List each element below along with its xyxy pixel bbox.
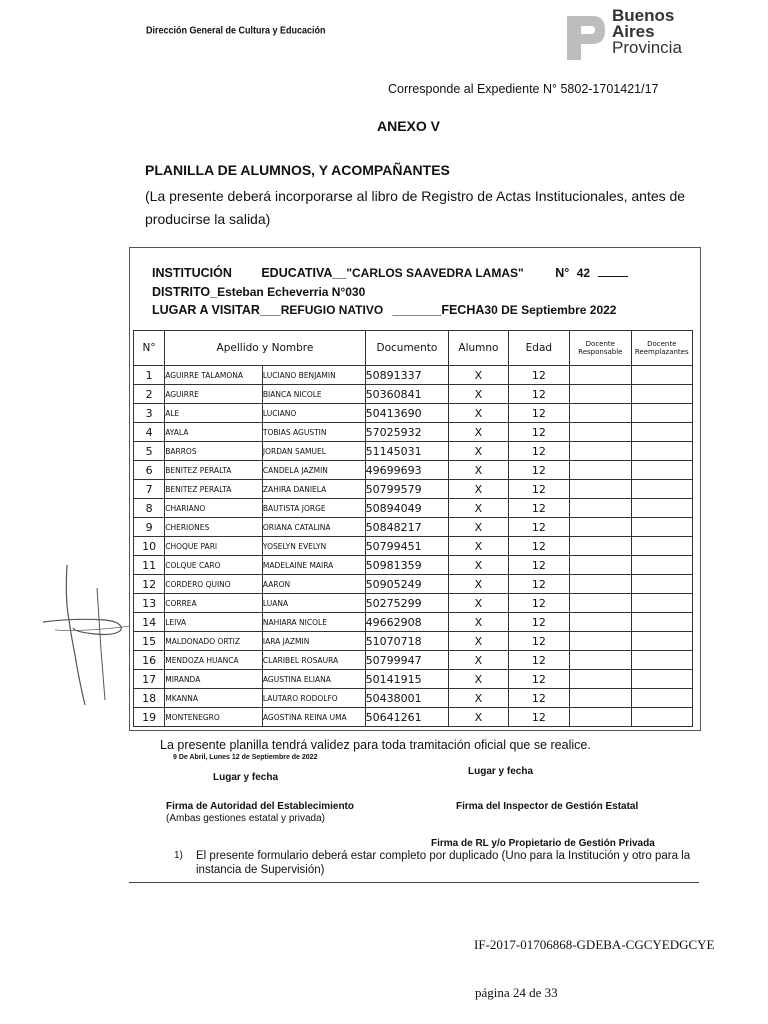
row-alumno: X: [449, 499, 508, 518]
row-nombre: YOSELYN EVELYN: [262, 537, 365, 556]
row-documento: 50141915: [365, 670, 449, 689]
row-apellido: CHERIONES: [165, 518, 263, 537]
row-documento: 51070718: [365, 632, 449, 651]
row-alumno: X: [449, 461, 508, 480]
row-docente-reemplazante: [631, 651, 692, 670]
row-num: 1: [134, 366, 165, 385]
row-num: 9: [134, 518, 165, 537]
row-documento: 50894049: [365, 499, 449, 518]
logo-line1: Buenos: [612, 6, 675, 25]
row-docente-reemplazante: [631, 461, 692, 480]
row-apellido: MONTENEGRO: [165, 708, 263, 727]
provincia-logo-icon: [563, 12, 609, 62]
row-nombre: ZAHIRA DANIELA: [262, 480, 365, 499]
table-row: [134, 689, 693, 708]
row-apellido: CHARIANO: [165, 499, 263, 518]
table-row: [134, 670, 693, 689]
row-edad: 12: [508, 575, 569, 594]
row-documento: 50905249: [365, 575, 449, 594]
distrito-line: [152, 285, 365, 299]
row-nombre: LUCIANO BENJAMIN: [262, 366, 365, 385]
table-row: [134, 556, 693, 575]
row-docente-responsable: [570, 423, 631, 442]
row-docente-reemplazante: [631, 632, 692, 651]
lugar-fecha-1: Lugar y fecha: [213, 772, 279, 783]
row-edad: 12: [508, 556, 569, 575]
row-num: 15: [134, 632, 165, 651]
row-edad: 12: [508, 442, 569, 461]
row-docente-responsable: [570, 366, 631, 385]
row-nombre: TOBIAS AGUSTIN: [262, 423, 365, 442]
row-nombre: AGUSTINA ELIANA: [262, 670, 365, 689]
row-docente-responsable: [570, 708, 631, 727]
row-docente-responsable: [570, 442, 631, 461]
row-nombre: AARON: [262, 575, 365, 594]
row-docente-reemplazante: [631, 499, 692, 518]
logo: [563, 6, 683, 62]
row-apellido: CHOQUE PARI: [165, 537, 263, 556]
table-row: [134, 708, 693, 727]
row-docente-reemplazante: [631, 518, 692, 537]
row-alumno: X: [449, 537, 508, 556]
header-docente-reemplazantes: Docente Reemplazantes: [631, 331, 692, 366]
row-alumno: X: [449, 708, 508, 727]
table-row: [134, 499, 693, 518]
row-num: 14: [134, 613, 165, 632]
row-alumno: X: [449, 670, 508, 689]
row-edad: 12: [508, 518, 569, 537]
header-documento: Documento: [365, 331, 449, 366]
row-num: 8: [134, 499, 165, 518]
row-documento: 50799451: [365, 537, 449, 556]
nota-text: El presente formulario deberá estar completo por duplicado (Uno para la Institución y otro para la instancia de Supervisión): [196, 850, 691, 876]
table-row: [134, 404, 693, 423]
expediente: Corresponde al Expediente N° 5802-1701421/17: [388, 82, 659, 96]
institucion-name: "CARLOS SAAVEDRA LAMAS": [346, 266, 524, 280]
row-nombre: LUCIANO: [262, 404, 365, 423]
row-nombre: ORIANA CATALINA: [262, 518, 365, 537]
firma-inspector: Firma del Inspector de Gestión Estatal: [456, 801, 639, 812]
row-docente-responsable: [570, 480, 631, 499]
row-nombre: NAHIARA NICOLE: [262, 613, 365, 632]
row-docente-reemplazante: [631, 366, 692, 385]
row-apellido: MIRANDA: [165, 670, 263, 689]
table-row: [134, 594, 693, 613]
row-edad: 12: [508, 632, 569, 651]
row-docente-responsable: [570, 613, 631, 632]
row-num: 4: [134, 423, 165, 442]
row-documento: 50799579: [365, 480, 449, 499]
row-docente-responsable: [570, 404, 631, 423]
table-row: [134, 385, 693, 404]
row-docente-reemplazante: [631, 537, 692, 556]
row-nombre: JORDAN SAMUEL: [262, 442, 365, 461]
row-docente-reemplazante: [631, 670, 692, 689]
row-alumno: X: [449, 442, 508, 461]
lugar-line: [152, 303, 616, 317]
row-documento: 50799947: [365, 651, 449, 670]
planilla-note: (La presente deberá incorporarse al libro de Registro de Actas Institucionales, antes de producirse la salida): [145, 188, 686, 227]
anexo-title: ANEXO V: [377, 118, 441, 134]
table-row: [134, 480, 693, 499]
row-edad: 12: [508, 708, 569, 727]
row-alumno: X: [449, 423, 508, 442]
row-apellido: ALE: [165, 404, 263, 423]
row-docente-responsable: [570, 632, 631, 651]
row-docente-reemplazante: [631, 594, 692, 613]
row-edad: 12: [508, 461, 569, 480]
row-apellido: CORDERO QUINO: [165, 575, 263, 594]
row-docente-reemplazante: [631, 404, 692, 423]
fecha-label: _______FECHA: [392, 303, 485, 317]
ambas-gestiones: (Ambas gestiones estatal y privada): [166, 813, 325, 824]
lugar-fecha-2: Lugar y fecha: [468, 766, 534, 777]
row-documento: 50981359: [365, 556, 449, 575]
row-docente-reemplazante: [631, 689, 692, 708]
fecha-manuscrita: 9 De Abril, Lunes 12 de Septiembre de 2022: [173, 754, 318, 761]
row-nombre: CANDELA JAZMIN: [262, 461, 365, 480]
numero-label: N°: [555, 266, 570, 280]
table-row: [134, 442, 693, 461]
header-alumno: Alumno: [449, 331, 508, 366]
educativa-label: EDUCATIVA__: [261, 266, 347, 280]
header-apellido: Apellido y Nombre: [165, 331, 365, 366]
lugar-label: LUGAR A VISITAR___: [152, 303, 281, 317]
row-num: 5: [134, 442, 165, 461]
row-alumno: X: [449, 575, 508, 594]
handwritten-signature: [35, 560, 135, 710]
row-nombre: BIANCA NICOLE: [262, 385, 365, 404]
page-number: página 24 de 33: [475, 985, 558, 1000]
row-alumno: X: [449, 651, 508, 670]
row-docente-reemplazante: [631, 442, 692, 461]
row-apellido: MENDOZA HUANCA: [165, 651, 263, 670]
planilla-title: PLANILLA DE ALUMNOS, Y ACOMPAÑANTES: [145, 162, 450, 178]
row-alumno: X: [449, 613, 508, 632]
table-row: [134, 423, 693, 442]
row-documento: 51145031: [365, 442, 449, 461]
row-edad: 12: [508, 404, 569, 423]
fecha-value: 30 DE Septiembre 2022: [484, 303, 617, 317]
row-alumno: X: [449, 518, 508, 537]
row-alumno: X: [449, 480, 508, 499]
row-docente-responsable: [570, 594, 631, 613]
row-edad: 12: [508, 651, 569, 670]
table-row: [134, 537, 693, 556]
table-row: [134, 461, 693, 480]
row-docente-reemplazante: [631, 480, 692, 499]
row-alumno: X: [449, 689, 508, 708]
row-docente-reemplazante: [631, 613, 692, 632]
row-edad: 12: [508, 423, 569, 442]
row-edad: 12: [508, 499, 569, 518]
row-nombre: LUANA: [262, 594, 365, 613]
row-edad: 12: [508, 537, 569, 556]
row-docente-responsable: [570, 670, 631, 689]
row-nombre: CLARIBEL ROSAURA: [262, 651, 365, 670]
row-num: 17: [134, 670, 165, 689]
row-docente-responsable: [570, 385, 631, 404]
table-row: [134, 366, 693, 385]
row-num: 3: [134, 404, 165, 423]
row-documento: 50891337: [365, 366, 449, 385]
row-alumno: X: [449, 594, 508, 613]
row-num: 16: [134, 651, 165, 670]
row-alumno: X: [449, 632, 508, 651]
row-documento: 50413690: [365, 404, 449, 423]
header-docente-responsable: Docente Responsable: [570, 331, 631, 366]
row-apellido: BENITEZ PERALTA: [165, 480, 263, 499]
row-nombre: LAUTARO RODOLFO: [262, 689, 365, 708]
table-row: [134, 575, 693, 594]
row-edad: 12: [508, 480, 569, 499]
logo-text: [612, 8, 682, 56]
row-apellido: AGUIRRE: [165, 385, 263, 404]
if-code: IF-2017-01706868-GDEBA-CGCYEDGCYE: [474, 937, 715, 952]
row-apellido: MKANNA: [165, 689, 263, 708]
row-num: 7: [134, 480, 165, 499]
row-docente-reemplazante: [631, 556, 692, 575]
row-num: 18: [134, 689, 165, 708]
row-docente-reemplazante: [631, 423, 692, 442]
row-docente-reemplazante: [631, 575, 692, 594]
validez-text: La presente planilla tendrá validez para toda tramitación oficial que se realice.: [160, 738, 591, 752]
row-documento: 50360841: [365, 385, 449, 404]
row-documento: 50848217: [365, 518, 449, 537]
firma-rl: Firma de RL y/o Propietario de Gestión Privada: [431, 838, 655, 849]
row-docente-reemplazante: [631, 385, 692, 404]
row-nombre: AGOSTINA REINA UMA: [262, 708, 365, 727]
row-num: 12: [134, 575, 165, 594]
row-documento: 50438001: [365, 689, 449, 708]
row-docente-responsable: [570, 518, 631, 537]
row-edad: 12: [508, 366, 569, 385]
institucion-line: [152, 266, 628, 280]
row-docente-responsable: [570, 575, 631, 594]
row-nombre: IARA JAZMIN: [262, 632, 365, 651]
numero-value: 42: [576, 266, 591, 280]
nota-number: 1): [174, 850, 183, 861]
row-docente-responsable: [570, 499, 631, 518]
header-num: N°: [134, 331, 165, 366]
distrito-label: DISTRITO_: [152, 285, 218, 299]
row-alumno: X: [449, 404, 508, 423]
row-docente-reemplazante: [631, 708, 692, 727]
row-docente-responsable: [570, 537, 631, 556]
row-num: 19: [134, 708, 165, 727]
row-documento: 50641261: [365, 708, 449, 727]
row-apellido: AGUIRRE TALAMONA: [165, 366, 263, 385]
header-edad: Edad: [508, 331, 569, 366]
row-docente-responsable: [570, 651, 631, 670]
table-header-row: [134, 331, 693, 366]
row-documento: 50275299: [365, 594, 449, 613]
institucion-label: INSTITUCIÓN: [152, 266, 232, 280]
row-apellido: CORREA: [165, 594, 263, 613]
row-nombre: BAUTISTA JORGE: [262, 499, 365, 518]
row-apellido: BENITEZ PERALTA: [165, 461, 263, 480]
row-alumno: X: [449, 366, 508, 385]
divider: [129, 882, 699, 883]
header-org: Dirección General de Cultura y Educación: [146, 24, 326, 36]
table-row: [134, 632, 693, 651]
row-edad: 12: [508, 670, 569, 689]
firma-autoridad: Firma de Autoridad del Establecimiento: [166, 801, 354, 812]
row-documento: 49662908: [365, 613, 449, 632]
row-alumno: X: [449, 385, 508, 404]
row-apellido: COLQUE CARO: [165, 556, 263, 575]
distrito-value: Esteban Echeverria N°030: [217, 285, 366, 299]
row-edad: 12: [508, 689, 569, 708]
table-row: [134, 518, 693, 537]
row-num: 6: [134, 461, 165, 480]
row-num: 13: [134, 594, 165, 613]
row-apellido: LEIVA: [165, 613, 263, 632]
row-docente-responsable: [570, 689, 631, 708]
row-apellido: AYALA: [165, 423, 263, 442]
row-num: 11: [134, 556, 165, 575]
row-edad: 12: [508, 594, 569, 613]
logo-line2: Aires: [612, 22, 655, 41]
row-edad: 12: [508, 613, 569, 632]
row-apellido: BARROS: [165, 442, 263, 461]
alumnos-table: [133, 330, 693, 727]
row-documento: 57025932: [365, 423, 449, 442]
row-num: 2: [134, 385, 165, 404]
row-alumno: X: [449, 556, 508, 575]
row-documento: 49699693: [365, 461, 449, 480]
logo-line3: Provincia: [612, 38, 682, 57]
table-row: [134, 651, 693, 670]
row-docente-responsable: [570, 461, 631, 480]
row-edad: 12: [508, 385, 569, 404]
lugar-value: REFUGIO NATIVO: [280, 303, 384, 317]
row-docente-responsable: [570, 556, 631, 575]
row-nombre: MADELAINE MAIRA: [262, 556, 365, 575]
row-apellido: MALDONADO ORTIZ: [165, 632, 263, 651]
table-row: [134, 613, 693, 632]
row-num: 10: [134, 537, 165, 556]
